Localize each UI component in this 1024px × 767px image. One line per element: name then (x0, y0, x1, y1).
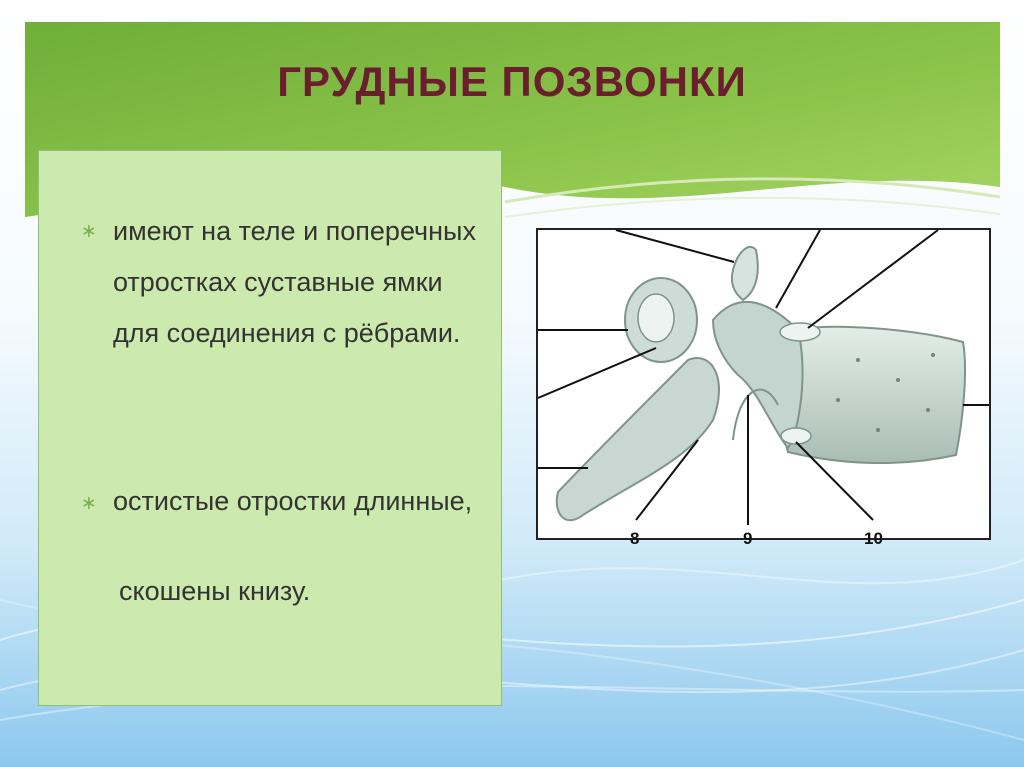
superior-costal-facet (780, 323, 820, 341)
bullet-item (81, 206, 491, 359)
figure-number: 8 (630, 529, 640, 548)
bullet-text: остистые отростки длинные, (113, 486, 473, 516)
vertebra-figure (536, 228, 991, 548)
vertebral-body (780, 327, 965, 463)
bullet-item (81, 478, 491, 524)
inferior-costal-facet (781, 428, 811, 444)
figure-number: 10 (864, 529, 883, 548)
slide-title: ГРУДНЫЕ ПОЗВОНКИ (277, 58, 747, 105)
bullet-marker: ∗ (81, 493, 97, 514)
transverse-costal-facet (638, 294, 674, 342)
bullet-continuation: скошены книзу. (119, 576, 311, 606)
vertebra-drawing (538, 230, 989, 548)
bullet-text: имеют на теле и поперечных отростках суставные ямки для соединения с рёбрами. (113, 216, 476, 348)
bullet-marker: ∗ (81, 221, 97, 242)
text-panel (38, 150, 502, 706)
superior-articular-process (732, 247, 758, 300)
spinous-process (557, 358, 719, 520)
figure-number: 9 (743, 529, 753, 548)
